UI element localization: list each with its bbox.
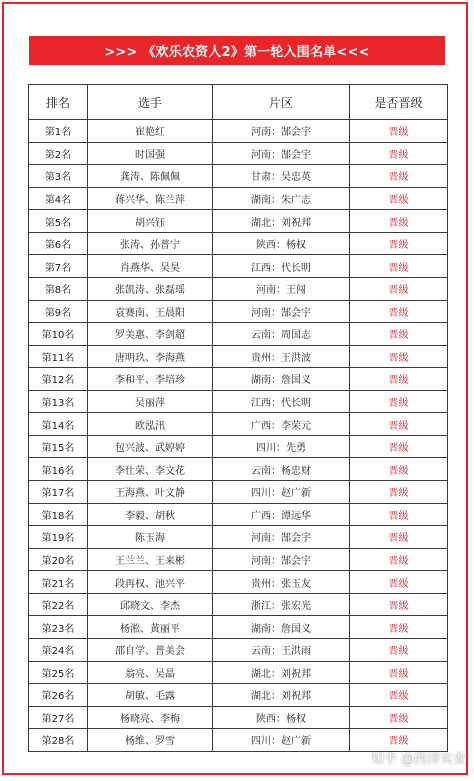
status-cell: 晋级 [350, 571, 448, 594]
rank-cell: 第25名 [29, 661, 88, 684]
rank-cell: 第3名 [29, 165, 88, 188]
region-cell: 湖南：詹国义 [213, 368, 350, 391]
player-cell: 包兴波、武婷婷 [88, 435, 213, 458]
status-cell: 晋级 [350, 435, 448, 458]
status-cell: 晋级 [350, 142, 448, 165]
table-row [29, 187, 448, 210]
rank-cell: 第24名 [29, 638, 88, 661]
rank-cell: 第6名 [29, 232, 88, 255]
player-cell: 龚涛、陈佩佩 [88, 165, 213, 188]
region-cell: 湖北：刘祝邦 [213, 210, 350, 233]
player-cell: 时国强 [88, 142, 213, 165]
rank-cell: 第18名 [29, 503, 88, 526]
table-row [29, 390, 448, 413]
header-player: 选手 [88, 85, 213, 120]
table-row [29, 368, 448, 391]
player-cell: 肖燕华、吴昊 [88, 255, 213, 278]
status-cell: 晋级 [350, 684, 448, 707]
status-cell: 晋级 [350, 277, 448, 300]
rank-cell: 第22名 [29, 593, 88, 616]
list-title-banner [29, 36, 445, 65]
rank-cell: 第20名 [29, 548, 88, 571]
table-row [29, 277, 448, 300]
status-cell: 晋级 [350, 526, 448, 549]
status-cell: 晋级 [350, 458, 448, 481]
status-cell: 晋级 [350, 616, 448, 639]
watermark: 知乎 @西泽实业 [370, 752, 466, 767]
status-cell: 晋级 [350, 345, 448, 368]
status-cell: 晋级 [350, 661, 448, 684]
rank-cell: 第8名 [29, 277, 88, 300]
table-row [29, 616, 448, 639]
status-cell: 晋级 [350, 390, 448, 413]
status-cell: 晋级 [350, 548, 448, 571]
status-cell: 晋级 [350, 706, 448, 729]
player-cell: 邱晓文、李杰 [88, 593, 213, 616]
status-cell: 晋级 [350, 323, 448, 346]
player-cell: 杨晓亮、李梅 [88, 706, 213, 729]
rank-cell: 第5名 [29, 210, 88, 233]
region-cell: 湖北：刘祝邦 [213, 684, 350, 707]
player-cell: 张涛、孙普宁 [88, 232, 213, 255]
region-cell: 湖南：詹国义 [213, 616, 350, 639]
region-cell: 贵州：王洪波 [213, 345, 350, 368]
rank-cell: 第19名 [29, 526, 88, 549]
rank-cell: 第28名 [29, 729, 88, 752]
region-cell: 湖南：朱广志 [213, 187, 350, 210]
table-row [29, 142, 448, 165]
table-row [29, 481, 448, 504]
player-cell: 邵自学、普美会 [88, 638, 213, 661]
region-cell: 河南：郜会宇 [213, 120, 350, 143]
table-row [29, 165, 448, 188]
region-cell: 河南：郜会宇 [213, 526, 350, 549]
region-cell: 河南：王闯 [213, 277, 350, 300]
rank-cell: 第11名 [29, 345, 88, 368]
table-row [29, 413, 448, 436]
page-title: >>> 《欢乐农资人2》第一轮入围名单<<< [104, 45, 370, 60]
status-cell: 晋级 [350, 413, 448, 436]
header-rank: 排名 [29, 85, 88, 120]
rank-cell: 第26名 [29, 684, 88, 707]
table-row [29, 503, 448, 526]
rank-cell: 第23名 [29, 616, 88, 639]
rank-cell: 第21名 [29, 571, 88, 594]
region-cell: 河南：郜会宇 [213, 548, 350, 571]
player-cell: 欧泓汛 [88, 413, 213, 436]
player-cell: 杨淞、黄丽平 [88, 616, 213, 639]
player-cell: 胡敏、毛露 [88, 684, 213, 707]
rank-cell: 第12名 [29, 368, 88, 391]
rank-cell: 第9名 [29, 300, 88, 323]
status-cell: 晋级 [350, 593, 448, 616]
table-row [29, 255, 448, 278]
region-cell: 甘肃：吴忠英 [213, 165, 350, 188]
region-cell: 浙江：张宏光 [213, 593, 350, 616]
table-row [29, 232, 448, 255]
table-row [29, 526, 448, 549]
player-cell: 陈玉海 [88, 526, 213, 549]
region-cell: 云南：杨忠财 [213, 458, 350, 481]
status-cell: 晋级 [350, 638, 448, 661]
region-cell: 河南：郜会宇 [213, 142, 350, 165]
status-cell: 晋级 [350, 503, 448, 526]
status-cell: 晋级 [350, 481, 448, 504]
rank-cell: 第7名 [29, 255, 88, 278]
status-cell: 晋级 [350, 120, 448, 143]
table-row [29, 661, 448, 684]
player-cell: 袁赛南、王晨阳 [88, 300, 213, 323]
table-row [29, 323, 448, 346]
table-row [29, 458, 448, 481]
table-header [29, 85, 448, 120]
rank-cell: 第15名 [29, 435, 88, 458]
table-row [29, 593, 448, 616]
status-cell: 晋级 [350, 165, 448, 188]
table-row [29, 548, 448, 571]
status-cell: 晋级 [350, 368, 448, 391]
table-row [29, 210, 448, 233]
player-cell: 王海燕、叶文静 [88, 481, 213, 504]
rank-cell: 第13名 [29, 390, 88, 413]
rank-cell: 第27名 [29, 706, 88, 729]
player-cell: 翁亮、吴晶 [88, 661, 213, 684]
region-cell: 江西：代长明 [213, 255, 350, 278]
status-cell: 晋级 [350, 232, 448, 255]
rank-cell: 第16名 [29, 458, 88, 481]
status-cell: 晋级 [350, 255, 448, 278]
region-cell: 陕西：杨权 [213, 706, 350, 729]
table-row [29, 638, 448, 661]
region-cell: 四川：先勇 [213, 435, 350, 458]
player-cell: 胡兴钰 [88, 210, 213, 233]
region-cell: 贵州：张玉友 [213, 571, 350, 594]
player-cell: 张凯涛、张磊瑶 [88, 277, 213, 300]
rank-cell: 第14名 [29, 413, 88, 436]
status-cell: 晋级 [350, 210, 448, 233]
region-cell: 陕西：杨权 [213, 232, 350, 255]
header-row [29, 85, 448, 120]
player-cell: 蒋兴华、陈兰萍 [88, 187, 213, 210]
table-row [29, 684, 448, 707]
table-row [29, 706, 448, 729]
region-cell: 河南：郜会宇 [213, 300, 350, 323]
player-cell: 段再权、池兴平 [88, 571, 213, 594]
region-cell: 广西：李荣元 [213, 413, 350, 436]
region-cell: 湖北：刘祝邦 [213, 661, 350, 684]
region-cell: 四川：赵广新 [213, 729, 350, 752]
region-cell: 四川：赵广新 [213, 481, 350, 504]
player-cell: 杨维、罗雪 [88, 729, 213, 752]
region-cell: 云南：王洪雨 [213, 638, 350, 661]
player-cell: 崔艳红 [88, 120, 213, 143]
status-cell: 晋级 [350, 187, 448, 210]
player-cell: 李和平、李培珍 [88, 368, 213, 391]
table-row [29, 571, 448, 594]
rank-cell: 第10名 [29, 323, 88, 346]
table-row [29, 435, 448, 458]
rank-cell: 第1名 [29, 120, 88, 143]
player-cell: 唐明玖、李海燕 [88, 345, 213, 368]
region-cell: 江西：代长明 [213, 390, 350, 413]
header-status: 是否晋级 [350, 85, 448, 120]
table-row [29, 120, 448, 143]
player-cell: 罗美惠、李剑超 [88, 323, 213, 346]
header-region: 片区 [213, 85, 350, 120]
player-cell: 李毅、胡秋 [88, 503, 213, 526]
table-row [29, 300, 448, 323]
rank-cell: 第2名 [29, 142, 88, 165]
qualifier-table [28, 84, 448, 752]
region-cell: 广西：谭远华 [213, 503, 350, 526]
region-cell: 云南：周国志 [213, 323, 350, 346]
player-cell: 吴丽萍 [88, 390, 213, 413]
player-cell: 王兰兰、王来彬 [88, 548, 213, 571]
rank-cell: 第17名 [29, 481, 88, 504]
table-row [29, 345, 448, 368]
rank-cell: 第4名 [29, 187, 88, 210]
table-body [29, 120, 448, 752]
player-cell: 李仕荣、李文花 [88, 458, 213, 481]
status-cell: 晋级 [350, 729, 448, 752]
status-cell: 晋级 [350, 300, 448, 323]
